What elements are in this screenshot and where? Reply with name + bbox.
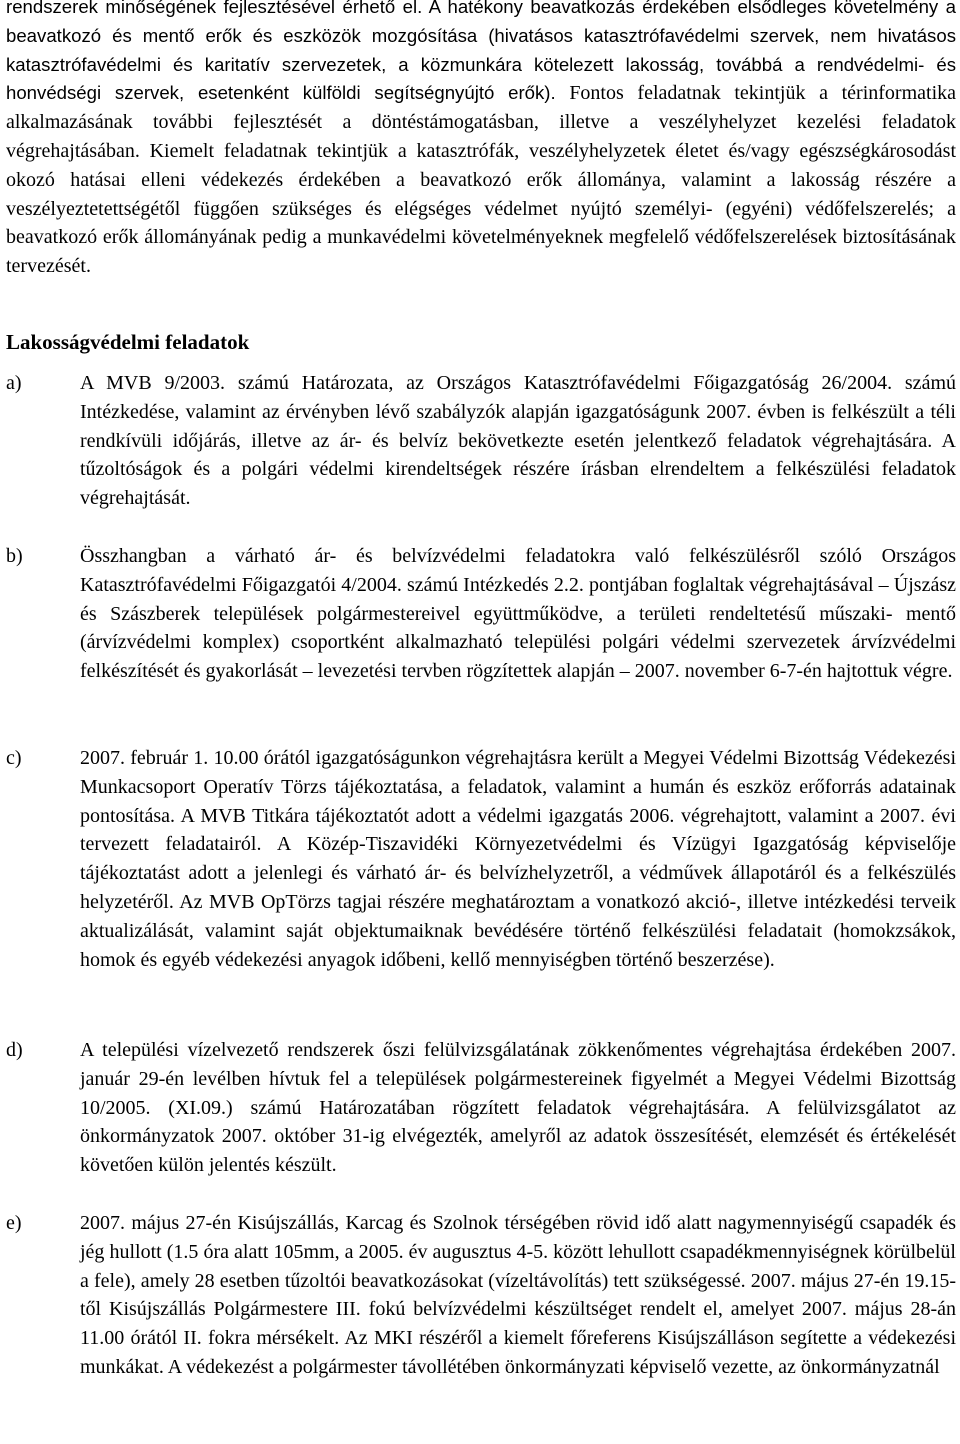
list-item-text: Összhangban a várható ár- és belvízvédelmi feladatokra való felkészülésről szóló Országos Katasztrófavédelmi Főigazgatói 4/2004. számú Intézkedés 2.2. pontjában foglaltak végrehajtásával – Újszász és Szászberek települések polgármestereivel együttműködve, a területi rendeltetésű műszaki- mentő (árvízvédelmi komplex) csoportként alkalmazható települési polgári védelmi szervezetek árvízvédelmi felkészítését és gyakorlását – levezetési tervben rögzítettek alapján – 2007. november 6-7-én hajtottuk végre. xyxy=(80,545,956,683)
intro-serif-text: Fontos feladatnak tekintjük a térinformatika alkalmazásának további fejlesztését a döntéstámogatásban, illetve a veszélyhelyzet kezelési feladatok végrehajtásában. Kiemelt feladatnak tekintjük a katasztrófák, veszélyhelyzetek életet és/vagy egészségkárosodást okozó hatásai elleni védekezés érdekében a beavatkozó erők állománya, valamint a lakosság részére a veszélyeztetettségétől függően szükséges és elégséges védelmet nyújtó személyi- (egyéni) védőfelszerelés; a beavatkozó erők állományának pedig a munkavédelmi követelményeknek megfelelő védőfelszerelések biztosításának tervezését. xyxy=(6,82,957,278)
intro-sans-text: rendszerek minőségének fejlesztésével érhető el. A hatékony beavatkozás érdekében elsődleges követelmény a beavatkozó és mentő erők és eszközök mozgósítása (hivatásos katasztrófavédelmi szervek, nem hivatásos katasztrófavédelmi és karitatív szervezetek, a közmunkára kötelezett lakosság, továbbá a rendvédelmi- és honvédségi szervek, esetenként külföldi segítségnyújtó erők). xyxy=(6,0,956,104)
list-item-text: A MVB 9/2003. számú Határozata, az Országos Katasztrófavédelmi Főigazgatóság 26/2004. számú Intézkedése, valamint az érvényben lévő szabályzók alapján igazgatóságunk 2007. évben is felkészült a téli rendkívüli időjárás, illetve az ár- és belvíz bekövetkezte esetén jelentkező feladatok végrehajtására. A tűzoltóságok és a polgári védelmi kirendeltségek részére írásban elrendeltem a felkészülési feladatok végrehajtását. xyxy=(80,372,956,510)
list-item xyxy=(6,744,956,974)
list-item-marker: b) xyxy=(6,545,23,567)
list-item xyxy=(6,1036,956,1180)
section-heading: Lakosságvédelmi feladatok xyxy=(6,330,250,354)
list-item xyxy=(6,1209,956,1382)
list-item-text: 2007. február 1. 10.00 órától igazgatóságunkon végrehajtásra került a Megyei Védelmi Bizottság Védekezési Munkacsoport Operatív Törzs tájékoztatása, a feladatok, valamint a humán és eszköz erőforrás adatainak pontosítása. A MVB Titkára tájékoztatót adott a védelmi igazgatás 2006. végrehajtott, valamint a 2007. évi tervezett feladatairól. A Közép-Tiszavidéki Környezetvédelmi és Vízügyi Igazgatóság képviselője tájékoztatást adott a jelenlegi és várható ár- és belvízhelyzetről, a védművek állapotáról és a felkészülés helyzetéről. Az MVB OpTörzs tagjai részére meghatároztam a vonatkozó akció-, illetve intézkedési terveik aktualizálását, valamint saját objektumaiknak bevédésére történő felkészülési feladatait (homokzsákok, homok és egyéb védekezési anyagok időbeni, kellő mennyiségben történő beszerzése). xyxy=(80,747,956,971)
list-item xyxy=(6,369,956,513)
list-item-marker: d) xyxy=(6,1039,23,1061)
list-item xyxy=(6,542,956,686)
list-item-marker: e) xyxy=(6,1212,22,1234)
intro-paragraph xyxy=(6,0,956,281)
list-item-marker: c) xyxy=(6,747,22,769)
list-item-marker: a) xyxy=(6,372,22,394)
list-item-text: 2007. május 27-én Kisújszállás, Karcag és Szolnok térségében rövid idő alatt nagymennyiségű csapadék és jég hullott (1.5 óra alatt 105mm, a 2005. év augusztus 4-5. között lehullott csapadékmennyiségnek körülbelül a fele), amely 28 esetben tűzoltói beavatkozásokat (vízeltávolítás) tett szükségessé. 2007. május 27-én 19.15-től Kisújszállás Polgármestere III. fokú belvízvédelmi készültséget rendelt el, amelyet 2007. május 28-án 11.00 órától II. fokra mérsékelt. Az MKI részéről a kiemelt főreferens Kisújszálláson segítette a védekezési munkákat. A védekezést a polgármester távollétében önkormányzati képviselő vezette, az önkormányzatnál xyxy=(80,1212,956,1378)
list-item-text: A települési vízelvezető rendszerek őszi felülvizsgálatának zökkenőmentes végrehajtása érdekében 2007. január 29-én levélben hívtuk fel a települések polgármestereinek figyelmét a Megyei Védelmi Bizottság 10/2005. (XI.09.) számú Határozatában rögzített feladatok végrehajtására. A felülvizsgálatot az önkormányzatok 2007. október 31-ig elvégezték, amelyről az adatok összesítését, elemzését és értékelését követően külön jelentés készült. xyxy=(80,1039,956,1177)
